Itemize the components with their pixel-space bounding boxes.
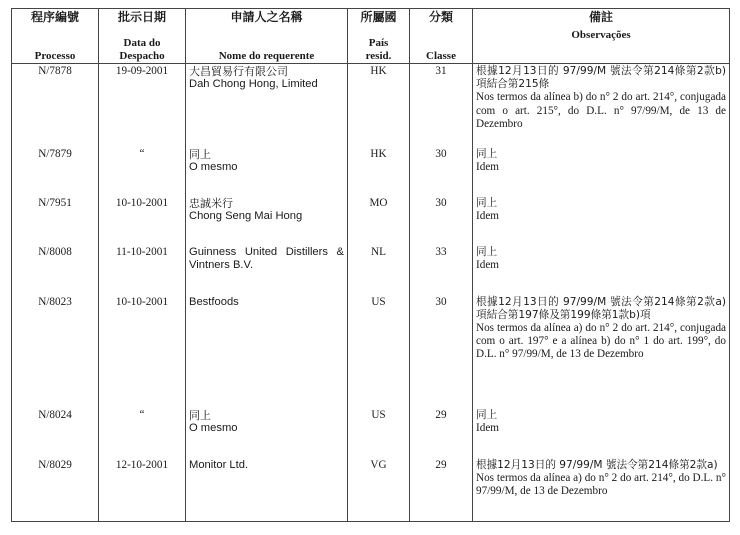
header-obs-label: Observações [571,29,631,41]
nome-zh: 忠誠米行 [189,196,233,210]
classe-cell: 30 [410,295,473,408]
header-data-zh: 批示日期 [99,9,186,30]
nome-cell [186,196,348,245]
classe-cell: 31 [410,64,473,147]
table-row [12,458,730,522]
pais-cell: MO [348,196,410,245]
classe-cell: 29 [410,458,473,522]
header-pais-pt [348,29,410,64]
table-row [12,408,730,458]
obs-zh: 根據12月13日的 97/99/M 號法令第214條第2款b)項結合第215條 [476,65,726,91]
header-obs-pt [473,29,730,64]
nome-cell [186,295,348,408]
header-row-chinese [12,9,730,30]
table-row [12,147,730,196]
data-cell: 10-10-2001 [99,295,186,408]
obs-zh: 同上 [476,196,498,209]
obs-zh: 根據12月13日的 97/99/M 號法令第214條第2款a)項結合第197條及第199條第1款b)項 [476,295,726,321]
table-row [12,196,730,245]
header-processo-pt [12,29,99,64]
header-pais-zh: 所屬國 [348,9,410,30]
data-cell: “ [99,408,186,458]
obs-cell [473,458,730,522]
header-nome-label: Nome do requerente [218,50,315,62]
obs-pt: Idem [476,160,499,173]
data-cell: 19-09-2001 [99,64,186,147]
nome-pt: Guinness United Distillers & Vintners B.V. [189,245,344,271]
data-cell: 11-10-2001 [99,245,186,295]
obs-pt: Idem [476,258,499,271]
obs-cell [473,295,730,408]
pais-cell: HK [348,147,410,196]
nome-pt: O mesmo [189,160,238,173]
classe-cell: 30 [410,196,473,245]
header-processo-label: Processo [34,50,76,62]
header-nome-pt [186,29,348,64]
table-row [12,64,730,147]
nome-cell [186,408,348,458]
obs-cell [473,408,730,458]
pais-cell: US [348,408,410,458]
header-processo-zh: 程序編號 [12,9,99,30]
obs-cell [473,196,730,245]
pais-cell: NL [348,245,410,295]
nome-cell [186,64,348,147]
table-row [12,295,730,408]
obs-zh: 同上 [476,408,498,421]
classe-cell: 29 [410,408,473,458]
obs-pt: Idem [476,421,499,434]
nome-zh: 同上 [189,147,211,161]
header-data-label-2: Despacho [119,50,165,62]
processo-cell: N/8023 [12,295,99,408]
header-classe-pt [410,29,473,64]
nome-pt: O mesmo [189,421,238,434]
header-pais-label-2: resid. [365,50,392,62]
nome-zh: 大昌貿易行有限公司 [189,65,288,78]
header-data-label-1: Data do [123,37,161,49]
obs-zh: 同上 [476,147,498,160]
nome-zh: 同上 [189,408,211,422]
obs-cell [473,147,730,196]
header-classe-zh: 分類 [410,9,473,30]
obs-cell [473,64,730,147]
processo-cell: N/8024 [12,408,99,458]
nome-cell [186,245,348,295]
obs-zh: 根據12月13日的 97/99/M 號法令第214條第2款a) [476,458,718,471]
processo-cell: N/8029 [12,458,99,522]
nome-cell [186,147,348,196]
classe-cell: 33 [410,245,473,295]
processo-cell: N/7951 [12,196,99,245]
nome-pt: Bestfoods [189,295,239,308]
obs-pt: Idem [476,209,499,222]
header-pais-label-1: País [368,37,389,49]
processo-cell: N/7879 [12,147,99,196]
pais-cell: VG [348,458,410,522]
header-obs-zh: 備註 [473,9,730,30]
processo-cell: N/8008 [12,245,99,295]
obs-zh: 同上 [476,245,498,258]
header-nome-zh: 申請人之名稱 [186,9,348,30]
table-row [12,245,730,295]
nome-cell [186,458,348,522]
nome-pt: Chong Seng Mai Hong [189,209,303,222]
data-cell: “ [99,147,186,196]
obs-cell [473,245,730,295]
nome-pt: Monitor Ltd. [189,458,249,471]
obs-pt: Nos termos da alínea a) do n° 2 do art. 214°, conjugada com o art. 197° e a alínea b) do n° 1 do art. 199°, do D.L. n° 97/99/M, de 13 de Dezembro [476,321,726,361]
header-classe-label: Classe [426,50,456,62]
trademark-register-table [11,8,730,522]
header-row-portuguese [12,29,730,64]
data-cell: 12-10-2001 [99,458,186,522]
pais-cell: HK [348,64,410,147]
nome-pt: Dah Chong Hong, Limited [189,78,318,91]
classe-cell: 30 [410,147,473,196]
processo-cell: N/7878 [12,64,99,147]
pais-cell: US [348,295,410,408]
header-data-pt [99,29,186,64]
data-cell: 10-10-2001 [99,196,186,245]
obs-pt: Nos termos da alínea a) do n° 2 do art. 214°, do D.L. n° 97/99/M, de 13 de Dezembro [476,471,726,497]
obs-pt: Nos termos da alínea b) do n° 2 do art. 214°, conjugada com o art. 215°, do D.L. n° 97/99/M, de 13 de Dezembro [476,91,726,130]
